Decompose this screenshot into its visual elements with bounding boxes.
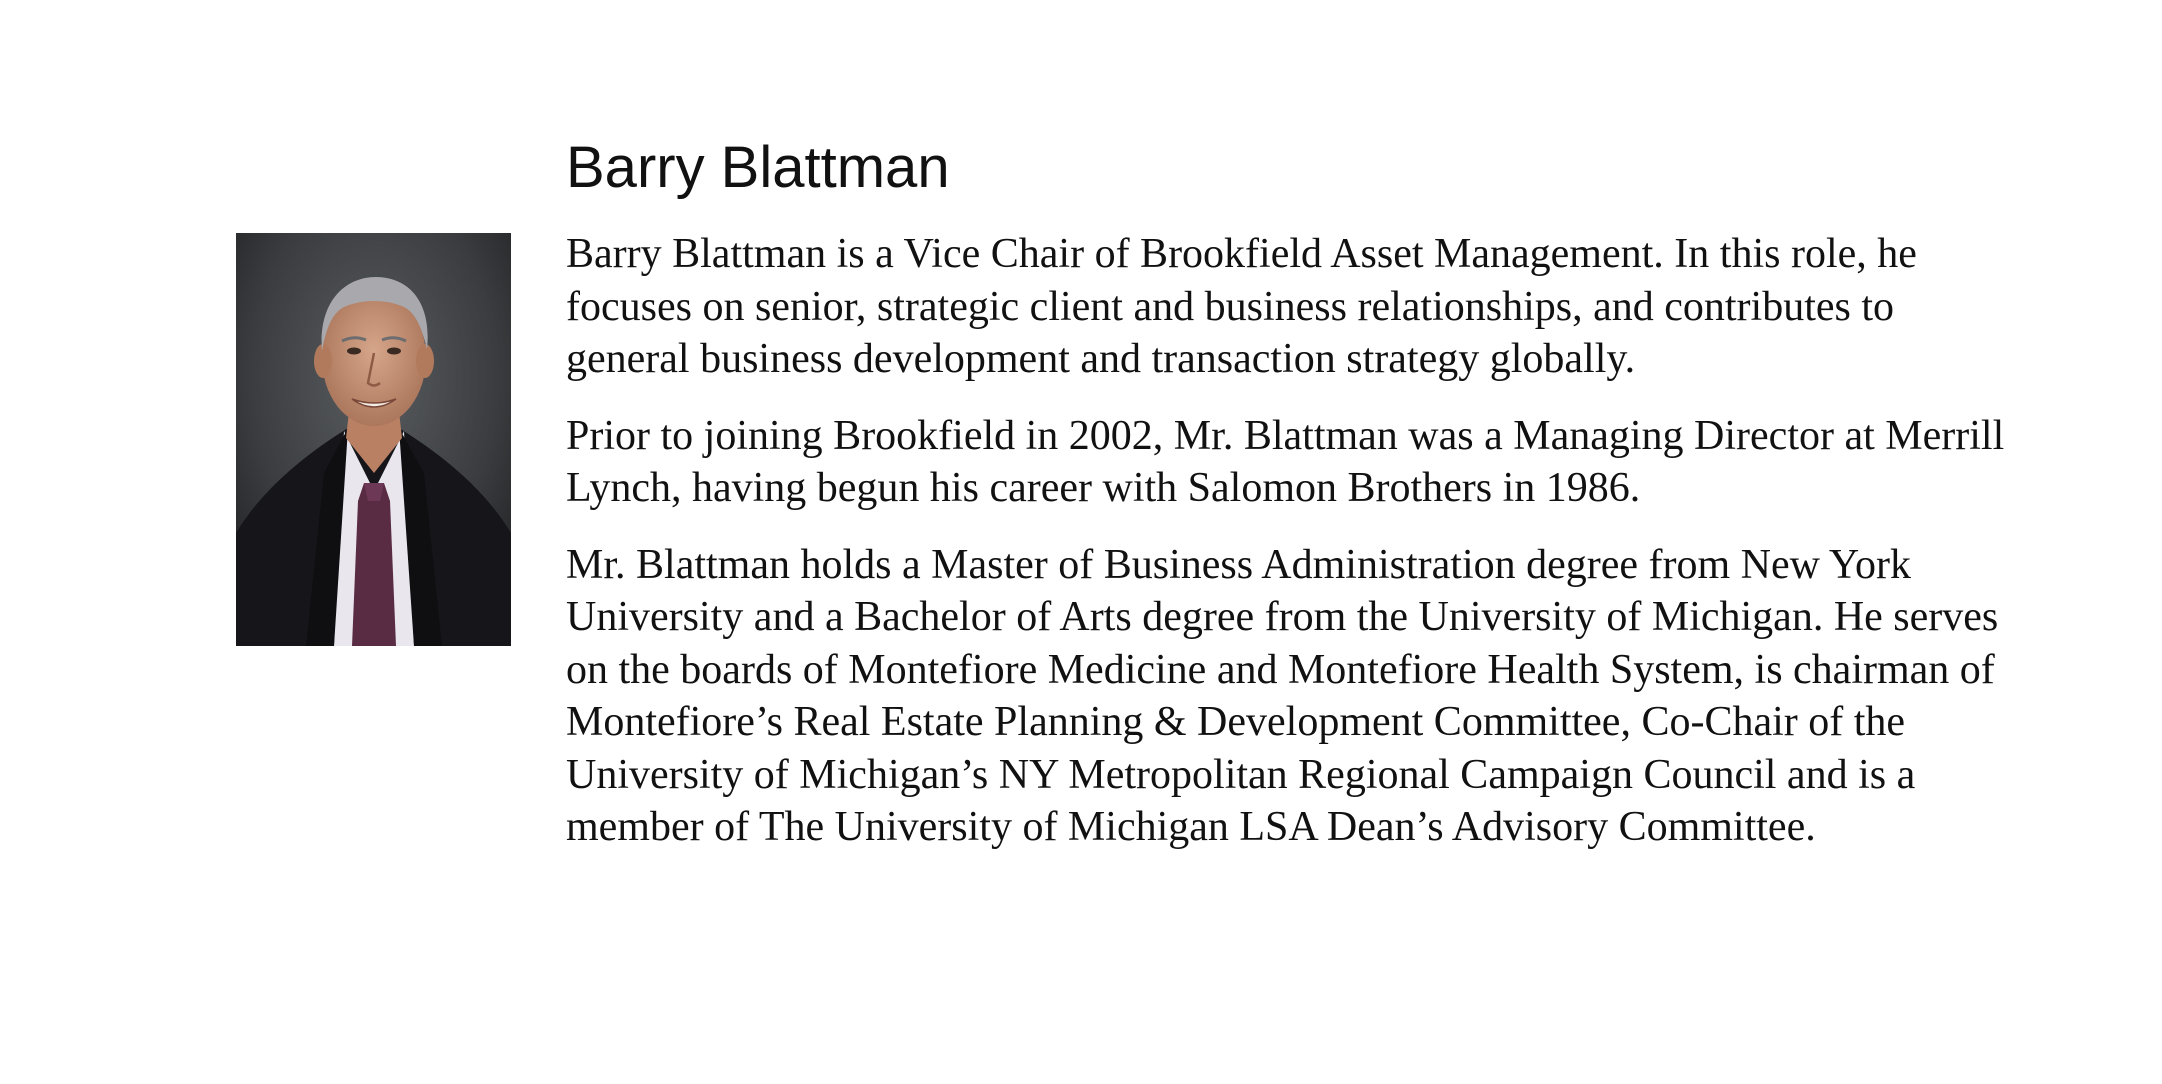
portrait-photo (236, 233, 511, 646)
bio-section (566, 128, 2006, 878)
bio-paragraph-career: Prior to joining Brookfield in 2002, Mr. Blattman was a Managing Director at Merrill Lynch, having begun his career with Salomon Brothers in 1986. (566, 412, 2005, 511)
bio-paragraph-education: Mr. Blattman holds a Master of Business Administration degree from New York University and a Bachelor of Arts degree from the University of Michigan. He serves on the boards of Montefiore Medicine and Montefiore Health System, is chairman of Montefiore’s Real Estate Planning & Development Committee, Co-Chair of the University of Michigan’s NY Metropolitan Regional Campaign Council and is a member of The University of Michigan LSA Dean’s Advisory Committee. (566, 541, 1999, 850)
page-title: Barry Blattman (566, 135, 950, 200)
bio-paragraph-role: Barry Blattman is a Vice Chair of Brookfield Asset Management. In this role, he focuses on senior, strategic client and business relationships, and contributes to general business development and transaction strategy globally. (566, 231, 1917, 382)
portrait-icon (236, 233, 511, 646)
